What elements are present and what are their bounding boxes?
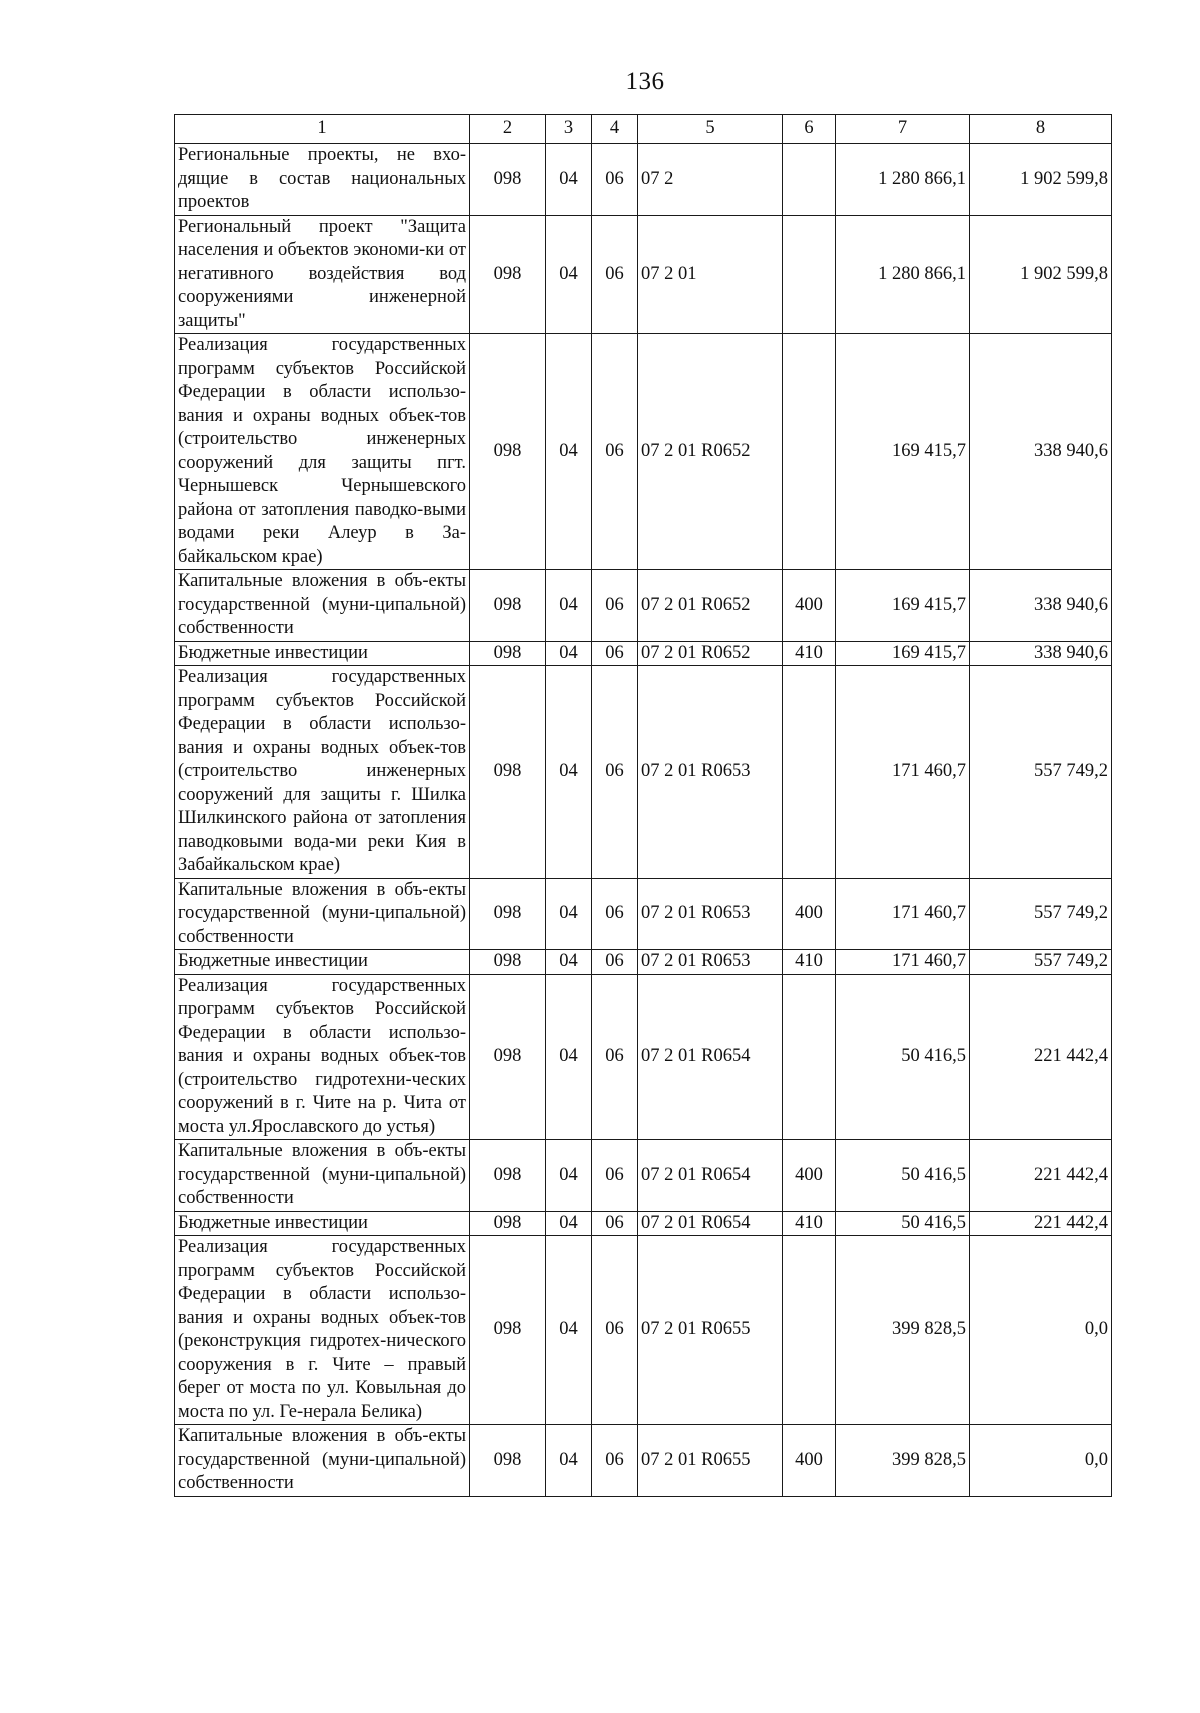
row-name-cell: Бюджетные инвестиции [175, 641, 470, 666]
amount-col7-cell: 169 415,7 [836, 641, 970, 666]
row-name-cell: Капитальные вложения в объ-екты государственной (муни-ципальной) собственности [175, 1140, 470, 1212]
subsection-cell: 06 [592, 1236, 638, 1425]
row-name-cell: Реализация государственных программ субъектов Российской Федерации в области использо-вания и охраны водных объек-тов (строительство инженерных сооружений для защиты г. Шилка Шилкинского района от затопления паводковыми вода-ми реки Кия в Забайкальском крае) [175, 666, 470, 879]
amount-col8-cell: 221 442,4 [970, 1211, 1112, 1236]
amount-col8-cell: 221 442,4 [970, 1140, 1112, 1212]
row-name-cell: Капитальные вложения в объ-екты государственной (муни-ципальной) собственности [175, 570, 470, 642]
target-article-cell: 07 2 01 R0652 [638, 641, 783, 666]
table-row [175, 1425, 1112, 1497]
amount-col7-cell: 1 280 866,1 [836, 144, 970, 216]
target-article-cell: 07 2 01 R0652 [638, 334, 783, 570]
admin-code-cell: 098 [470, 215, 546, 334]
amount-col8-cell: 338 940,6 [970, 334, 1112, 570]
table-header-row [175, 115, 1112, 144]
subsection-cell: 06 [592, 1425, 638, 1497]
row-name-cell: Региональные проекты, не вхо-дящие в состав национальных проектов [175, 144, 470, 216]
amount-col7-cell: 50 416,5 [836, 1140, 970, 1212]
section-cell: 04 [546, 878, 592, 950]
admin-code-cell: 098 [470, 570, 546, 642]
expense-type-cell: 400 [783, 1425, 836, 1497]
admin-code-cell: 098 [470, 334, 546, 570]
table-row [175, 215, 1112, 334]
amount-col7-cell: 169 415,7 [836, 570, 970, 642]
section-cell: 04 [546, 666, 592, 879]
subsection-cell: 06 [592, 215, 638, 334]
header-cell: 6 [783, 115, 836, 144]
amount-col7-cell: 399 828,5 [836, 1236, 970, 1425]
target-article-cell: 07 2 01 R0653 [638, 878, 783, 950]
expense-type-cell [783, 215, 836, 334]
header-cell: 4 [592, 115, 638, 144]
section-cell: 04 [546, 1236, 592, 1425]
table-row [175, 878, 1112, 950]
section-cell: 04 [546, 1211, 592, 1236]
amount-col7-cell: 169 415,7 [836, 334, 970, 570]
subsection-cell: 06 [592, 950, 638, 975]
amount-col7-cell: 171 460,7 [836, 950, 970, 975]
target-article-cell: 07 2 01 R0655 [638, 1236, 783, 1425]
admin-code-cell: 098 [470, 144, 546, 216]
amount-col7-cell: 50 416,5 [836, 974, 970, 1140]
subsection-cell: 06 [592, 878, 638, 950]
table-row [175, 570, 1112, 642]
row-name-cell: Капитальные вложения в объ-екты государственной (муни-ципальной) собственности [175, 1425, 470, 1497]
table-row [175, 1211, 1112, 1236]
expense-type-cell: 400 [783, 570, 836, 642]
row-name-cell: Бюджетные инвестиции [175, 950, 470, 975]
row-name-cell: Реализация государственных программ субъектов Российской Федерации в области использо-вания и охраны водных объек-тов (реконструкция гидротех-нического сооружения в г. Чите – правый берег от моста по ул. Ковыльная до моста по ул. Ге-нерала Белика) [175, 1236, 470, 1425]
amount-col8-cell: 1 902 599,8 [970, 144, 1112, 216]
header-cell: 1 [175, 115, 470, 144]
section-cell: 04 [546, 215, 592, 334]
subsection-cell: 06 [592, 666, 638, 879]
admin-code-cell: 098 [470, 641, 546, 666]
expense-type-cell: 410 [783, 950, 836, 975]
expense-type-cell [783, 974, 836, 1140]
section-cell: 04 [546, 641, 592, 666]
expense-type-cell: 400 [783, 1140, 836, 1212]
subsection-cell: 06 [592, 570, 638, 642]
subsection-cell: 06 [592, 1140, 638, 1212]
admin-code-cell: 098 [470, 950, 546, 975]
table-body [175, 144, 1112, 1497]
header-cell: 8 [970, 115, 1112, 144]
section-cell: 04 [546, 144, 592, 216]
admin-code-cell: 098 [470, 1236, 546, 1425]
admin-code-cell: 098 [470, 1211, 546, 1236]
amount-col8-cell: 0,0 [970, 1425, 1112, 1497]
target-article-cell: 07 2 01 R0655 [638, 1425, 783, 1497]
section-cell: 04 [546, 334, 592, 570]
section-cell: 04 [546, 1425, 592, 1497]
amount-col8-cell: 338 940,6 [970, 570, 1112, 642]
section-cell: 04 [546, 950, 592, 975]
subsection-cell: 06 [592, 641, 638, 666]
admin-code-cell: 098 [470, 1425, 546, 1497]
amount-col8-cell: 557 749,2 [970, 950, 1112, 975]
expense-type-cell: 410 [783, 1211, 836, 1236]
section-cell: 04 [546, 570, 592, 642]
page-number: 136 [625, 68, 665, 95]
admin-code-cell: 098 [470, 666, 546, 879]
expense-type-cell: 410 [783, 641, 836, 666]
amount-col7-cell: 171 460,7 [836, 666, 970, 879]
amount-col8-cell: 1 902 599,8 [970, 215, 1112, 334]
table-row [175, 1140, 1112, 1212]
subsection-cell: 06 [592, 974, 638, 1140]
table-row [175, 144, 1112, 216]
target-article-cell: 07 2 01 R0652 [638, 570, 783, 642]
amount-col7-cell: 50 416,5 [836, 1211, 970, 1236]
amount-col8-cell: 557 749,2 [970, 878, 1112, 950]
target-article-cell: 07 2 01 R0654 [638, 1140, 783, 1212]
row-name-cell: Региональный проект "Защита населения и объектов экономи-ки от негативного воздействия вод сооружениями инженерной защиты" [175, 215, 470, 334]
header-cell: 7 [836, 115, 970, 144]
subsection-cell: 06 [592, 144, 638, 216]
amount-col8-cell: 0,0 [970, 1236, 1112, 1425]
row-name-cell: Реализация государственных программ субъектов Российской Федерации в области использо-вания и охраны водных объек-тов (строительство инженерных сооружений для защиты пгт. Чернышевск Чернышевского района от затопления паводко-выми водами реки Алеур в За-байкальском крае) [175, 334, 470, 570]
header-cell: 5 [638, 115, 783, 144]
expense-type-cell [783, 1236, 836, 1425]
row-name-cell: Капитальные вложения в объ-екты государственной (муни-ципальной) собственности [175, 878, 470, 950]
expense-type-cell: 400 [783, 878, 836, 950]
target-article-cell: 07 2 01 R0654 [638, 1211, 783, 1236]
table-row [175, 666, 1112, 879]
table-row [175, 1236, 1112, 1425]
amount-col7-cell: 399 828,5 [836, 1425, 970, 1497]
table-row [175, 641, 1112, 666]
header-cell: 2 [470, 115, 546, 144]
expense-type-cell [783, 666, 836, 879]
subsection-cell: 06 [592, 1211, 638, 1236]
target-article-cell: 07 2 01 R0653 [638, 950, 783, 975]
target-article-cell: 07 2 01 R0654 [638, 974, 783, 1140]
table-row [175, 974, 1112, 1140]
header-cell: 3 [546, 115, 592, 144]
amount-col7-cell: 1 280 866,1 [836, 215, 970, 334]
table-row [175, 950, 1112, 975]
row-name-cell: Бюджетные инвестиции [175, 1211, 470, 1236]
admin-code-cell: 098 [470, 878, 546, 950]
admin-code-cell: 098 [470, 1140, 546, 1212]
target-article-cell: 07 2 01 R0653 [638, 666, 783, 879]
section-cell: 04 [546, 974, 592, 1140]
row-name-cell: Реализация государственных программ субъектов Российской Федерации в области использо-вания и охраны водных объек-тов (строительство гидротехни-ческих сооружений в г. Чите на р. Чита от моста ул.Ярославского до устья) [175, 974, 470, 1140]
budget-table [174, 114, 1112, 1497]
amount-col7-cell: 171 460,7 [836, 878, 970, 950]
target-article-cell: 07 2 01 [638, 215, 783, 334]
amount-col8-cell: 557 749,2 [970, 666, 1112, 879]
amount-col8-cell: 221 442,4 [970, 974, 1112, 1140]
table-row [175, 334, 1112, 570]
expense-type-cell [783, 334, 836, 570]
admin-code-cell: 098 [470, 974, 546, 1140]
target-article-cell: 07 2 [638, 144, 783, 216]
expense-type-cell [783, 144, 836, 216]
amount-col8-cell: 338 940,6 [970, 641, 1112, 666]
section-cell: 04 [546, 1140, 592, 1212]
subsection-cell: 06 [592, 334, 638, 570]
